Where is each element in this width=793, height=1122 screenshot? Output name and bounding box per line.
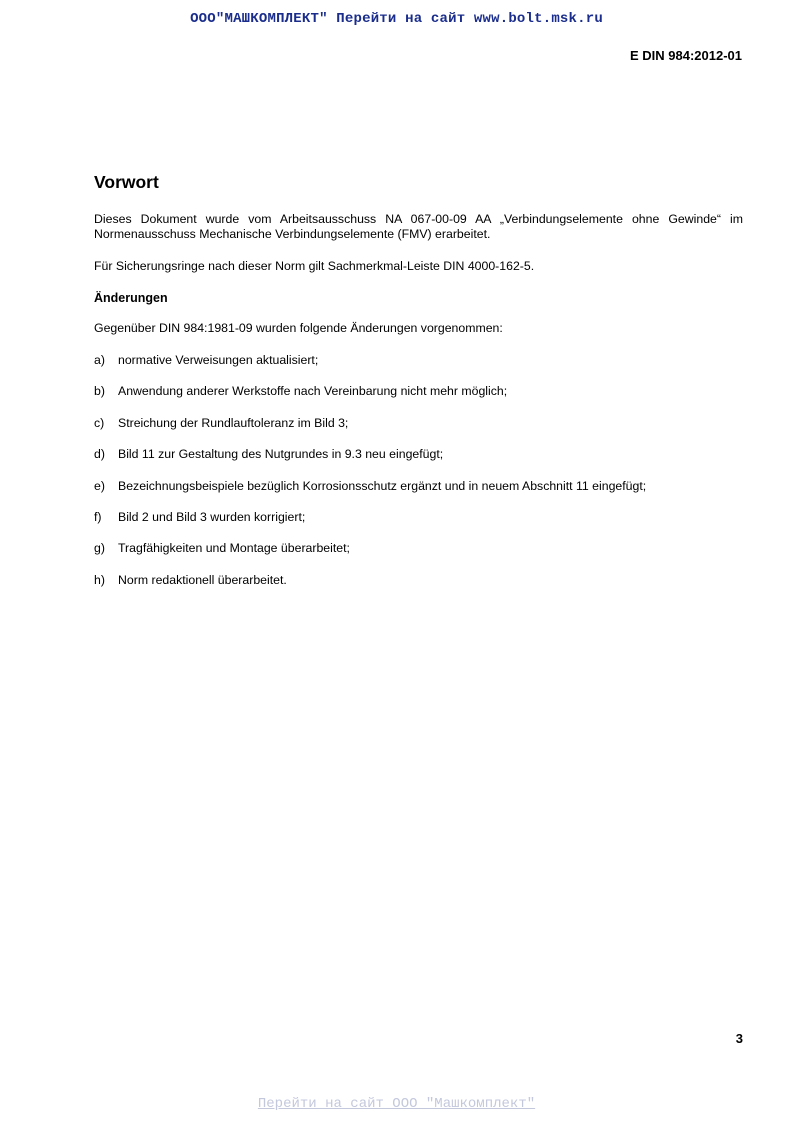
list-marker: e) — [94, 478, 105, 493]
list-item — [94, 541, 743, 556]
list-item-text: Bild 11 zur Gestaltung des Nutgrundes in 9.3 neu eingefügt; — [118, 447, 444, 462]
list-marker: c) — [94, 415, 105, 430]
list-item-text: Tragfähigkeiten und Montage überarbeitet; — [118, 541, 350, 556]
list-marker: d) — [94, 447, 105, 462]
paragraph-sachmerkmal: Für Sicherungsringe nach dieser Norm gilt Sachmerkmal-Leiste DIN 4000-162-5. — [94, 259, 535, 273]
list-item-text: Bild 2 und Bild 3 wurden korrigiert; — [118, 509, 306, 524]
changes-heading: Änderungen — [94, 291, 168, 305]
list-marker: b) — [94, 384, 105, 399]
changes-intro: Gegenüber DIN 984:1981-09 wurden folgende Änderungen vorgenommen: — [94, 321, 503, 335]
list-item-text: Norm redaktionell überarbeitet. — [118, 572, 287, 587]
page-number: 3 — [735, 1031, 743, 1046]
list-marker: a) — [94, 353, 105, 367]
main-content — [94, 172, 743, 604]
list-item — [94, 416, 743, 431]
document-code: E DIN 984:2012-01 — [629, 48, 742, 63]
footer-site-link[interactable]: Перейти на сайт ООО "Машкомплект" — [257, 1096, 536, 1112]
list-item — [94, 479, 743, 494]
list-item-text: normative Verweisungen aktualisiert; — [118, 353, 319, 367]
list-item — [94, 447, 743, 462]
list-item-text: Anwendung anderer Werkstoffe nach Vereinbarung nicht mehr möglich; — [118, 384, 508, 399]
list-marker: f) — [94, 509, 102, 524]
list-marker: g) — [94, 541, 105, 556]
list-item-text: Streichung der Rundlauftoleranz im Bild 3; — [118, 415, 349, 430]
list-item — [94, 384, 743, 399]
list-item-text: Bezeichnungsbeispiele bezüglich Korrosionsschutz ergänzt und in neuem Abschnitt 11 eingefügt; — [118, 478, 647, 493]
page-title: Vorwort — [94, 172, 159, 192]
list-marker: h) — [94, 572, 105, 587]
changes-list — [94, 353, 743, 588]
top-banner: ООО"МАШКОМПЛЕКТ" Перейти на сайт www.bolt.msk.ru — [190, 11, 603, 27]
list-item — [94, 510, 743, 525]
paragraph-committee: Dieses Dokument wurde vom Arbeitsausschuss NA 067-00-09 AA „Verbindungselemente ohne Gewinde“ im Normenausschuss Mechanische Verbindungselemente (FMV) erarbeitet. — [94, 212, 743, 241]
list-item — [94, 353, 743, 368]
list-item — [94, 573, 743, 588]
